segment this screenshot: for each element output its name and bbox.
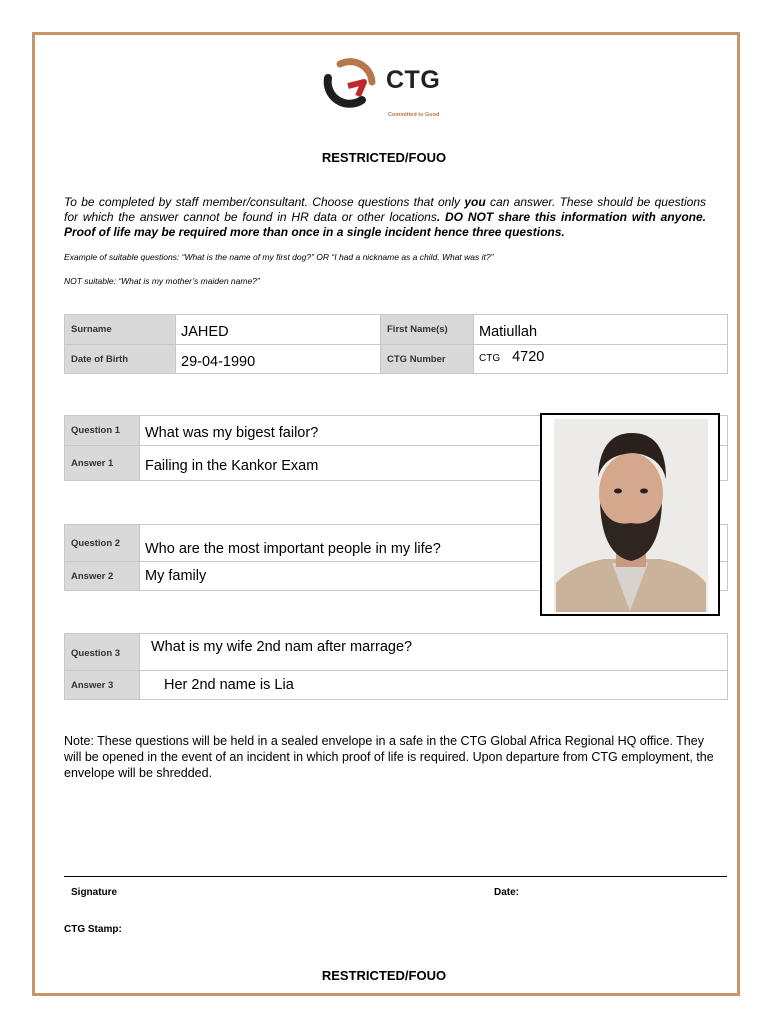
answer-3-label: Answer 3 (65, 671, 140, 700)
ctg-prefix: CTG (479, 353, 501, 364)
intro-text-1: To be completed by staff member/consultant. Choose questions that only (64, 195, 465, 209)
id-photo-frame (540, 413, 720, 616)
classification-footer: RESTRICTED/FOUO (321, 968, 447, 983)
question-block-3 (64, 633, 728, 700)
question-3-label: Question 3 (65, 634, 140, 671)
first-name-label: First Name(s) (381, 315, 474, 345)
answer-1-value[interactable]: Failing in the Kankor Exam (140, 446, 728, 481)
intro-warning: . DO NOT share this information with anyone. Proof of life may be required more than once in a single incident hence three questions. (64, 210, 706, 239)
question-1-value[interactable]: What was my bigest failor? (140, 416, 728, 446)
answer-1-label: Answer 1 (65, 446, 140, 481)
signature-divider (64, 876, 727, 877)
date-label: Date: (494, 887, 520, 898)
instructions-paragraph (64, 195, 706, 240)
id-photo (542, 415, 718, 614)
dob-label: Date of Birth (65, 345, 176, 374)
personal-details-table (64, 314, 728, 374)
surname-value[interactable]: JAHED (176, 315, 381, 345)
ctg-number-value: 4720 (512, 349, 545, 365)
question-2-value[interactable]: Who are the most important people in my life? (140, 525, 728, 562)
intro-you: you (464, 195, 486, 209)
answer-2-label: Answer 2 (65, 562, 140, 591)
ctg-logo-mark-icon (322, 56, 380, 108)
logo-wordmark: CTG (386, 66, 441, 94)
answer-2-value[interactable]: My family (140, 562, 728, 591)
suitable-example: Example of suitable questions: “What is the name of my first dog?” OR “I had a nickname as a child. What was it?” (64, 252, 494, 262)
ctg-logo (322, 56, 462, 126)
answer-3-value[interactable]: Her 2nd name is Lia (140, 671, 728, 700)
not-suitable-example: NOT suitable: “What is my mother’s maiden name?” (64, 276, 260, 286)
ctg-number-cell[interactable] (474, 345, 728, 374)
ctg-stamp-label: CTG Stamp: (64, 924, 122, 935)
question-3-value[interactable]: What is my wife 2nd nam after marrage? (140, 634, 728, 671)
ctg-number-label: CTG Number (381, 345, 474, 374)
question-1-label: Question 1 (65, 416, 140, 446)
intro-text-2: can answer. These should be questions for which the answer cannot be found in HR data or other locations (64, 195, 706, 224)
note-paragraph: Note: These questions will be held in a sealed envelope in a safe in the CTG Global Africa Regional HQ office. They will be opened in the event of an incident in which proof of life is required. Upon departure from CTG employment, the envelope will be shredded. (64, 734, 714, 780)
dob-value[interactable]: 29-04-1990 (176, 345, 381, 374)
first-name-value[interactable]: Matiullah (474, 315, 728, 345)
question-2-label: Question 2 (65, 525, 140, 562)
classification-header: RESTRICTED/FOUO (321, 150, 447, 165)
surname-label: Surname (65, 315, 176, 345)
logo-tagline: Committed to Good (388, 112, 440, 118)
signature-label: Signature (71, 887, 118, 898)
